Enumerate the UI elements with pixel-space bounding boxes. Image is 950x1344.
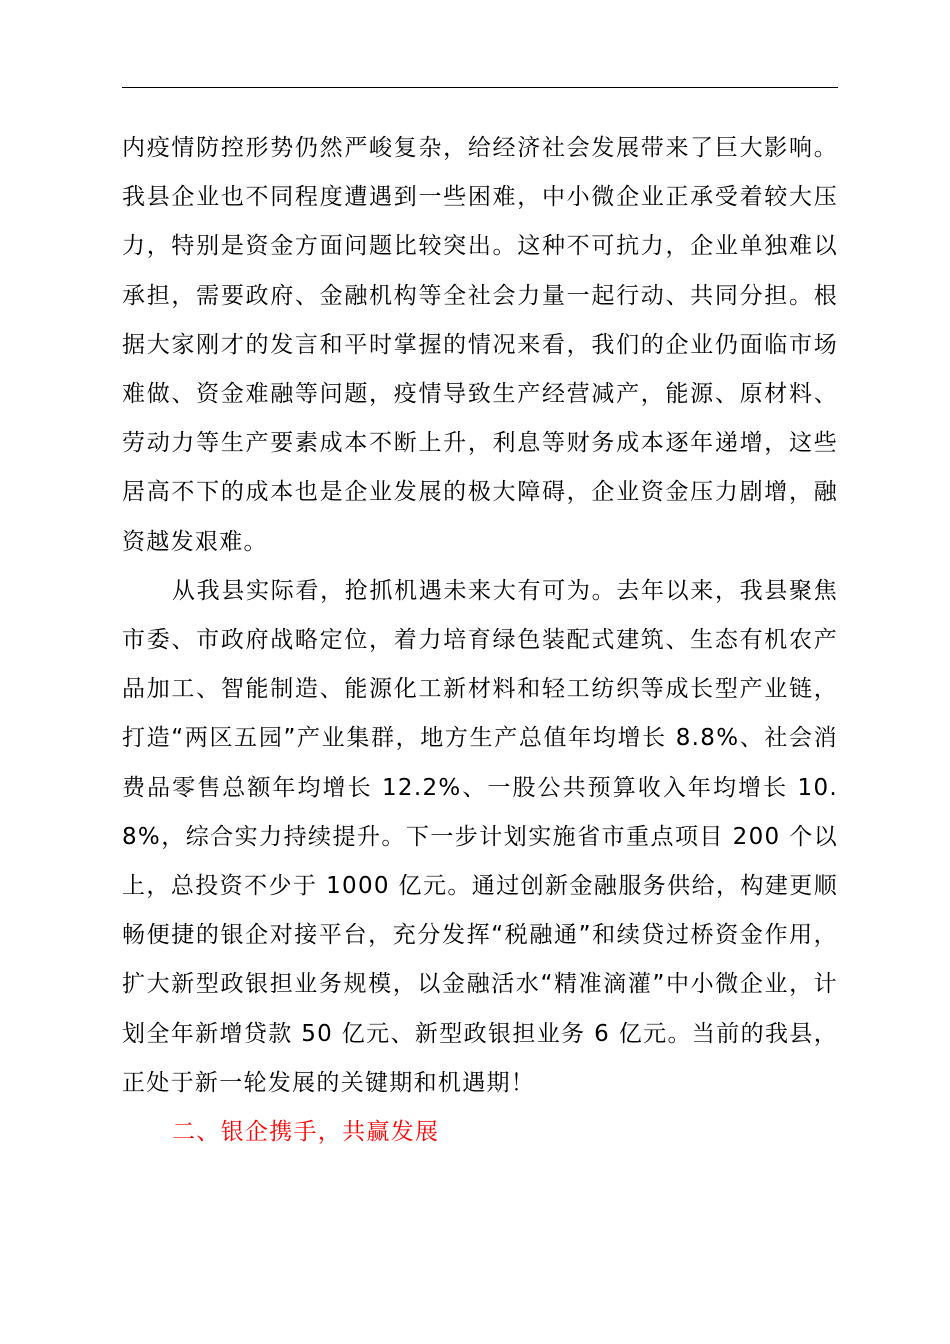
header-rule <box>122 87 838 88</box>
body-paragraph: 从我县实际看，抢抓机遇未来大有可为。去年以来，我县聚焦市委、市政府战略定位，着力培育绿色装配式建筑、生态有机农产品加工、智能制造、能源化工新材料和轻工纺织等成长型产业链，打造“两区五园”产业集群，地方生产总值年均增长 8.8%、社会消费品零售总额年均增长 12.2%、一股公共预算收入年均增长 10.8%，综合实力持续提升。下一步计划实施省市重点项目 200 个以上，总投资不少于 1000 亿元。通过创新金融服务供给，构建更顺畅便捷的银企对接平台，充分发挥“税融通”和续贷过桥资金作用，扩大新型政银担业务规模，以金融活水“精准滴灌”中小微企业，计划全年新增贷款 50 亿元、新型政银担业务 6 亿元。当前的我县，正处于新一轮发展的关键期和机遇期！ <box>122 577 838 1096</box>
section-heading: 二、银企携手，共赢发展 <box>172 1119 440 1146</box>
body-paragraph-continued: 内疫情防控形势仍然严峻复杂，给经济社会发展带来了巨大影响。我县企业也不同程度遭遇到一些困难，中小微企业正承受着较大压力，特别是资金方面问题比较突出。这种不可抗力，企业单独难以承担，需要政府、金融机构等全社会力量一起行动、共同分担。根据大家刚才的发言和平时掌握的情况来看，我们的企业仍面临市场难做、资金难融等问题，疫情导致生产经营减产，能源、原材料、劳动力等生产要素成本不断上升，利息等财务成本逐年递增，这些居高不下的成本也是企业发展的极大障碍，企业资金压力剧增，融资越发艰难。 <box>122 135 838 555</box>
document-body <box>122 124 838 1157</box>
